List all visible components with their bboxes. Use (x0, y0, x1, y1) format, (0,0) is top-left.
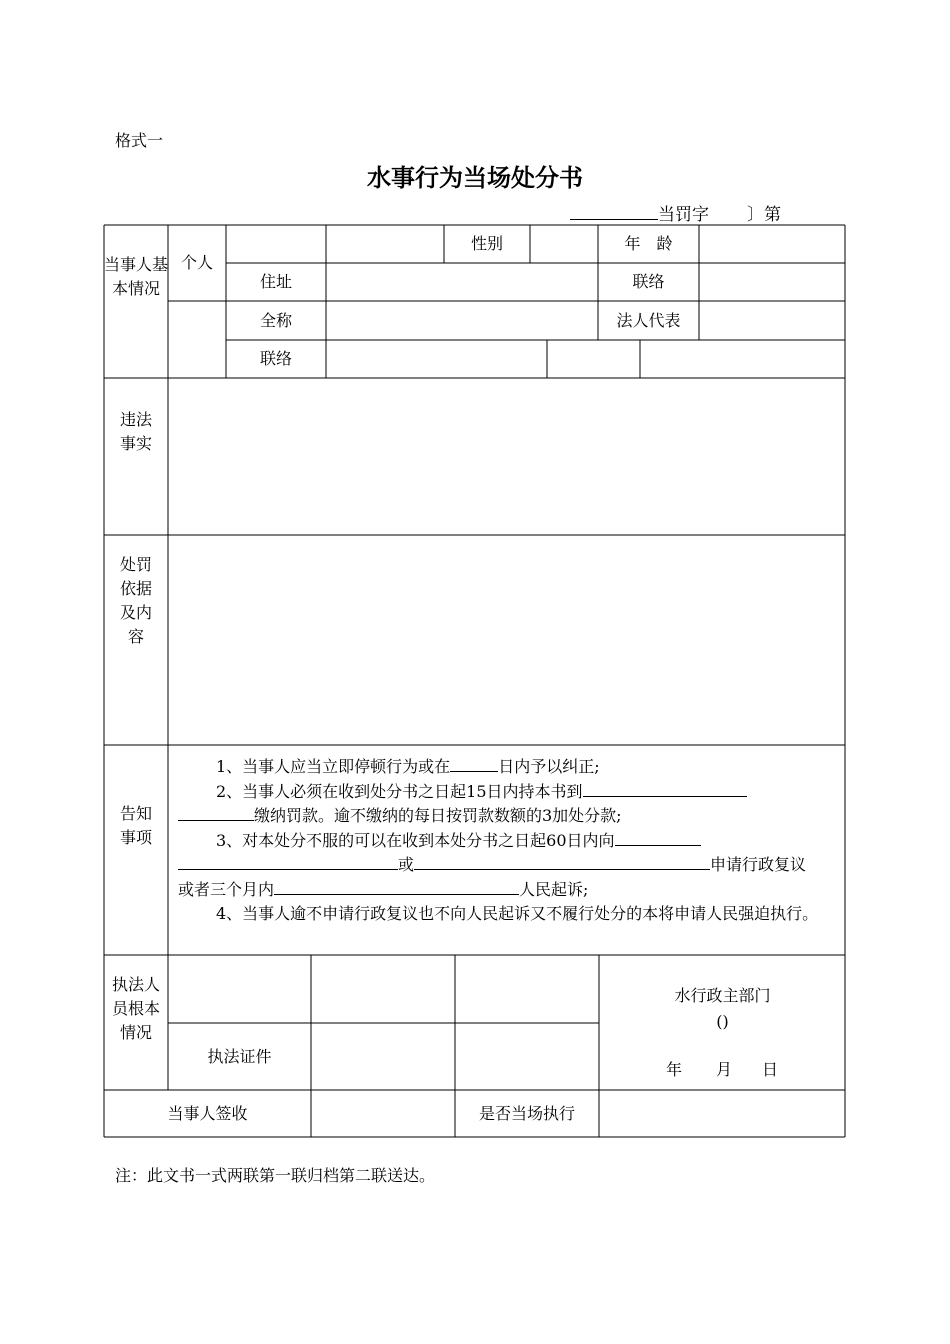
notice-item-3-cont: 或 申请行政复议 (178, 853, 830, 878)
doc-number-blank[interactable] (570, 205, 658, 220)
format-label: 格式一 (115, 131, 164, 150)
legal-rep-field[interactable] (700, 302, 844, 339)
notice-items (178, 755, 830, 927)
notice-label: 告知事项 (120, 804, 153, 847)
full-name-label: 全称 (259, 311, 292, 330)
certificate-label: 执法证件 (207, 1047, 272, 1066)
document-number-line (570, 200, 781, 225)
document-title: 水事行为当场处分书 (367, 164, 583, 192)
notice-item-4: 4、当事人逾不申请行政复议也不向人民起诉又不履行处分的本将申请人民强迫执行。 (216, 904, 819, 923)
violation-facts-label: 违法事实 (119, 410, 152, 453)
review-agency-blank-3[interactable] (414, 853, 710, 870)
individual-name-field[interactable] (227, 226, 325, 262)
certificate-field-2[interactable] (456, 1024, 598, 1089)
address-field[interactable] (327, 264, 597, 300)
individual-name-field-2[interactable] (327, 226, 443, 262)
officer-name-field-2[interactable] (312, 956, 454, 1022)
signature-field[interactable] (312, 1091, 454, 1136)
notice-item-3-cont-2: 或者三个月内 人民起诉; (178, 879, 589, 899)
contact-label: 联络 (632, 272, 665, 291)
gender-label: 性别 (470, 234, 503, 253)
penalty-basis-label: 处罚依据及内容 (120, 555, 153, 646)
payment-place-blank[interactable] (583, 780, 747, 797)
on-site-field[interactable] (600, 1091, 844, 1136)
individual-label: 个人 (180, 253, 213, 272)
correction-days-blank[interactable] (450, 755, 498, 772)
age-label: 年 龄 (624, 234, 673, 253)
penalty-basis-field[interactable] (169, 536, 844, 744)
review-agency-blank-1[interactable] (615, 829, 701, 846)
certificate-field-1[interactable] (312, 1024, 454, 1089)
organization-name-field[interactable] (327, 302, 597, 339)
date-month-label: 月 (715, 1060, 732, 1079)
officer-name-field-3[interactable] (456, 956, 598, 1022)
on-site-label: 是否当场执行 (478, 1104, 575, 1123)
doc-number-text: 当罚字 (658, 205, 709, 225)
date-year-label: 年 (665, 1060, 682, 1079)
seal-mark: () (716, 1012, 729, 1031)
officer-name-field-1[interactable] (169, 956, 310, 1022)
court-blank[interactable] (274, 878, 519, 895)
party-info-label: 当事人基本情况 (104, 255, 169, 298)
signature-label: 当事人签收 (167, 1104, 248, 1123)
legal-rep-label: 法人代表 (616, 311, 681, 330)
notice-item-2: 2、当事人必须在收到处分书之日起15日内持本书到 (178, 780, 830, 805)
date-day-label: 日 (761, 1060, 778, 1079)
violation-facts-field[interactable] (169, 379, 844, 534)
gender-field[interactable] (531, 226, 597, 262)
footnote: 注：此文书一式两联第一联归档第二联送达。 (115, 1166, 436, 1185)
officer-info-label: 执法人员根本情况 (112, 975, 161, 1042)
address-label: 住址 (259, 272, 292, 291)
notice-item-2-cont: 缴纳罚款。逾不缴纳的每日按罚款数额的3加处分款; (178, 804, 830, 829)
authority-label: 水行政主部门 (674, 986, 771, 1005)
notice-item-1: 1、当事人应当立即停顿行为或在 日内予以纠正; (216, 757, 600, 776)
org-contact-field[interactable] (327, 341, 546, 377)
review-agency-blank-2[interactable] (178, 853, 398, 870)
doc-number-bracket: 〕第 (747, 205, 781, 225)
payment-place-blank-2[interactable] (178, 804, 254, 821)
notice-item-3: 3、对本处分不服的可以在收到本处分书之日起60日内向 (178, 829, 830, 854)
contact-field[interactable] (700, 264, 844, 300)
org-contact-label: 联络 (259, 349, 292, 368)
age-field[interactable] (700, 226, 844, 262)
